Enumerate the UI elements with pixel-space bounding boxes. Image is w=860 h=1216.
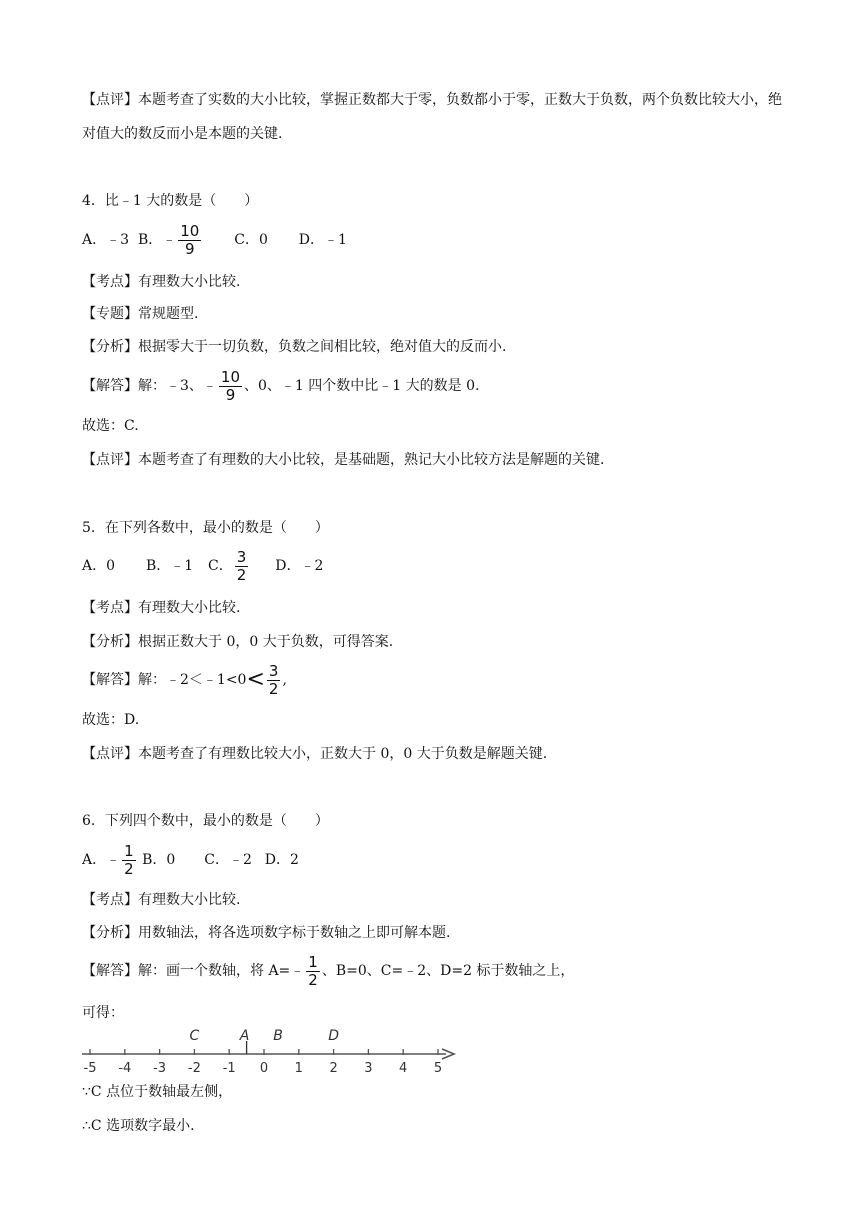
q4-jieda bbox=[82, 366, 479, 406]
q6-option-d: D．2 bbox=[264, 852, 299, 868]
number-line-tick-label: -4 bbox=[118, 1061, 132, 1076]
q4-option-c: C．0 bbox=[234, 232, 268, 248]
fraction-numerator: 10 bbox=[180, 221, 200, 240]
number-line-tick-label: 2 bbox=[329, 1061, 338, 1076]
q6-option-b: B．0 bbox=[142, 852, 176, 868]
fraction-numerator: 1 bbox=[124, 841, 134, 860]
number-line-tick-label: -5 bbox=[83, 1061, 97, 1076]
fraction-denominator: 2 bbox=[236, 565, 247, 584]
q6-because: ∵C 点位于数轴最左侧， bbox=[82, 1084, 233, 1100]
fraction-denominator: 2 bbox=[268, 679, 279, 698]
q6-jieda-suffix: 、B=0、C=﹣2、D=2 标于数轴之上， bbox=[321, 963, 575, 979]
q4-jieda-suffix: 、0、﹣1 四个数中比﹣1 大的数是 0. bbox=[244, 378, 480, 394]
q4-dianping: 【点评】本题考查了有理数的大小比较，是基础题，熟记大小比较方法是解题的关键. bbox=[82, 452, 605, 468]
q5-options bbox=[82, 546, 323, 586]
q6-options bbox=[82, 840, 299, 880]
q5-fenxi: 【分析】根据正数大于 0，0 大于负数，可得答案. bbox=[82, 634, 394, 650]
q5-option-d: D．﹣2 bbox=[275, 558, 324, 574]
fraction-denominator: 2 bbox=[124, 859, 134, 878]
q5-option-b: B．﹣1 bbox=[145, 558, 194, 574]
number-line-tick-label: 0 bbox=[259, 1061, 269, 1076]
fraction-denominator: 9 bbox=[225, 385, 236, 404]
q3-review-line1: 【点评】本题考查了实数的大小比较，掌握正数都大于零，负数都小于零，正数大于负数，两个负数比较 bbox=[82, 92, 726, 108]
fraction-numerator: 10 bbox=[220, 367, 241, 386]
q6-option-a bbox=[82, 841, 138, 878]
q4-guxuan: 故选：C. bbox=[82, 418, 139, 434]
q4-zhuanti: 【专题】常规题型. bbox=[82, 306, 199, 322]
q6-jieda bbox=[82, 951, 574, 991]
q4-option-b-fraction bbox=[178, 223, 201, 258]
q5-jieda-suffix: , bbox=[282, 672, 287, 688]
q6-kede: 可得： bbox=[82, 1005, 124, 1021]
q3-review bbox=[82, 83, 782, 151]
q4-option-b-prefix: B．﹣ bbox=[137, 232, 177, 248]
q5-option-c-fraction bbox=[235, 549, 249, 584]
q4-jieda-fraction bbox=[219, 369, 242, 404]
q4-jieda-prefix: 【解答】解：﹣3、﹣ bbox=[82, 378, 217, 394]
q5-option-a: A．0 bbox=[82, 558, 116, 574]
q6-option-a-prefix: A．﹣ bbox=[82, 852, 121, 868]
number-line-point-label: C bbox=[189, 1028, 200, 1044]
q4-options bbox=[82, 220, 347, 260]
q4-option-a: A．﹣3 bbox=[82, 232, 130, 248]
q6-fenxi: 【分析】用数轴法，将各选项数字标于数轴之上即可解本题. bbox=[82, 925, 451, 941]
number-line-tick-label: 5 bbox=[433, 1061, 443, 1076]
q6-stem: 6．下列四个数中，最小的数是（ ） bbox=[82, 813, 329, 829]
q4-kaodian: 【考点】有理数大小比较. bbox=[82, 274, 241, 290]
q5-kaodian: 【考点】有理数大小比较. bbox=[82, 600, 241, 616]
q5-dianping: 【点评】本题考查了有理数比较大小，正数大于 0，0 大于负数是解题关键. bbox=[82, 746, 548, 762]
number-line-point-label: D bbox=[328, 1028, 339, 1044]
q4-fenxi: 【分析】根据零大于一切负数，负数之间相比较，绝对值大的反而小. bbox=[82, 339, 507, 355]
q4-stem: 4．比﹣1 大的数是（ ） bbox=[82, 193, 259, 209]
fraction-numerator: 3 bbox=[236, 547, 247, 566]
q5-jieda-fraction bbox=[267, 663, 281, 698]
number-line-tick-label: 3 bbox=[364, 1061, 373, 1076]
q6-kaodian: 【考点】有理数大小比较. bbox=[82, 892, 241, 908]
q4-option-b bbox=[137, 221, 203, 258]
q5-option-c bbox=[208, 547, 250, 584]
fraction-denominator: 9 bbox=[185, 239, 195, 258]
number-line-point-label: B bbox=[273, 1028, 283, 1044]
fraction-numerator: 3 bbox=[268, 661, 279, 680]
number-line-tick-label: -3 bbox=[153, 1061, 167, 1076]
number-line bbox=[78, 1024, 468, 1078]
q5-jieda-less-than: < bbox=[246, 667, 265, 692]
q6-jieda-prefix: 【解答】解：画一个数轴，将 A=﹣ bbox=[82, 963, 305, 979]
q6-option-a-fraction bbox=[122, 843, 136, 878]
q6-option-c: C．﹣2 bbox=[204, 852, 252, 868]
q6-therefore: ∴C 选项数字最小. bbox=[82, 1118, 195, 1134]
q5-jieda-prefix: 【解答】解：﹣2＜﹣1<0 bbox=[82, 672, 247, 688]
fraction-numerator: 1 bbox=[308, 952, 318, 971]
q5-guxuan: 故选：D. bbox=[82, 712, 140, 728]
number-line-point-label: A bbox=[239, 1028, 250, 1044]
number-line-tick-label: -2 bbox=[187, 1061, 201, 1076]
q4-option-d: D．﹣1 bbox=[298, 232, 347, 248]
q6-jieda-fraction bbox=[306, 954, 320, 989]
number-line-tick-label: 4 bbox=[399, 1061, 408, 1076]
q3-review-line2: 大小，绝对值大的数反而小是本题的关键. bbox=[82, 92, 782, 142]
q5-stem: 5．在下列各数中，最小的数是（ ） bbox=[82, 520, 329, 536]
q5-option-c-prefix: C． bbox=[208, 558, 233, 574]
q5-jieda bbox=[82, 660, 287, 700]
fraction-denominator: 2 bbox=[308, 970, 318, 989]
number-line-tick-label: 1 bbox=[294, 1061, 303, 1076]
number-line-tick-label: -1 bbox=[222, 1061, 236, 1076]
